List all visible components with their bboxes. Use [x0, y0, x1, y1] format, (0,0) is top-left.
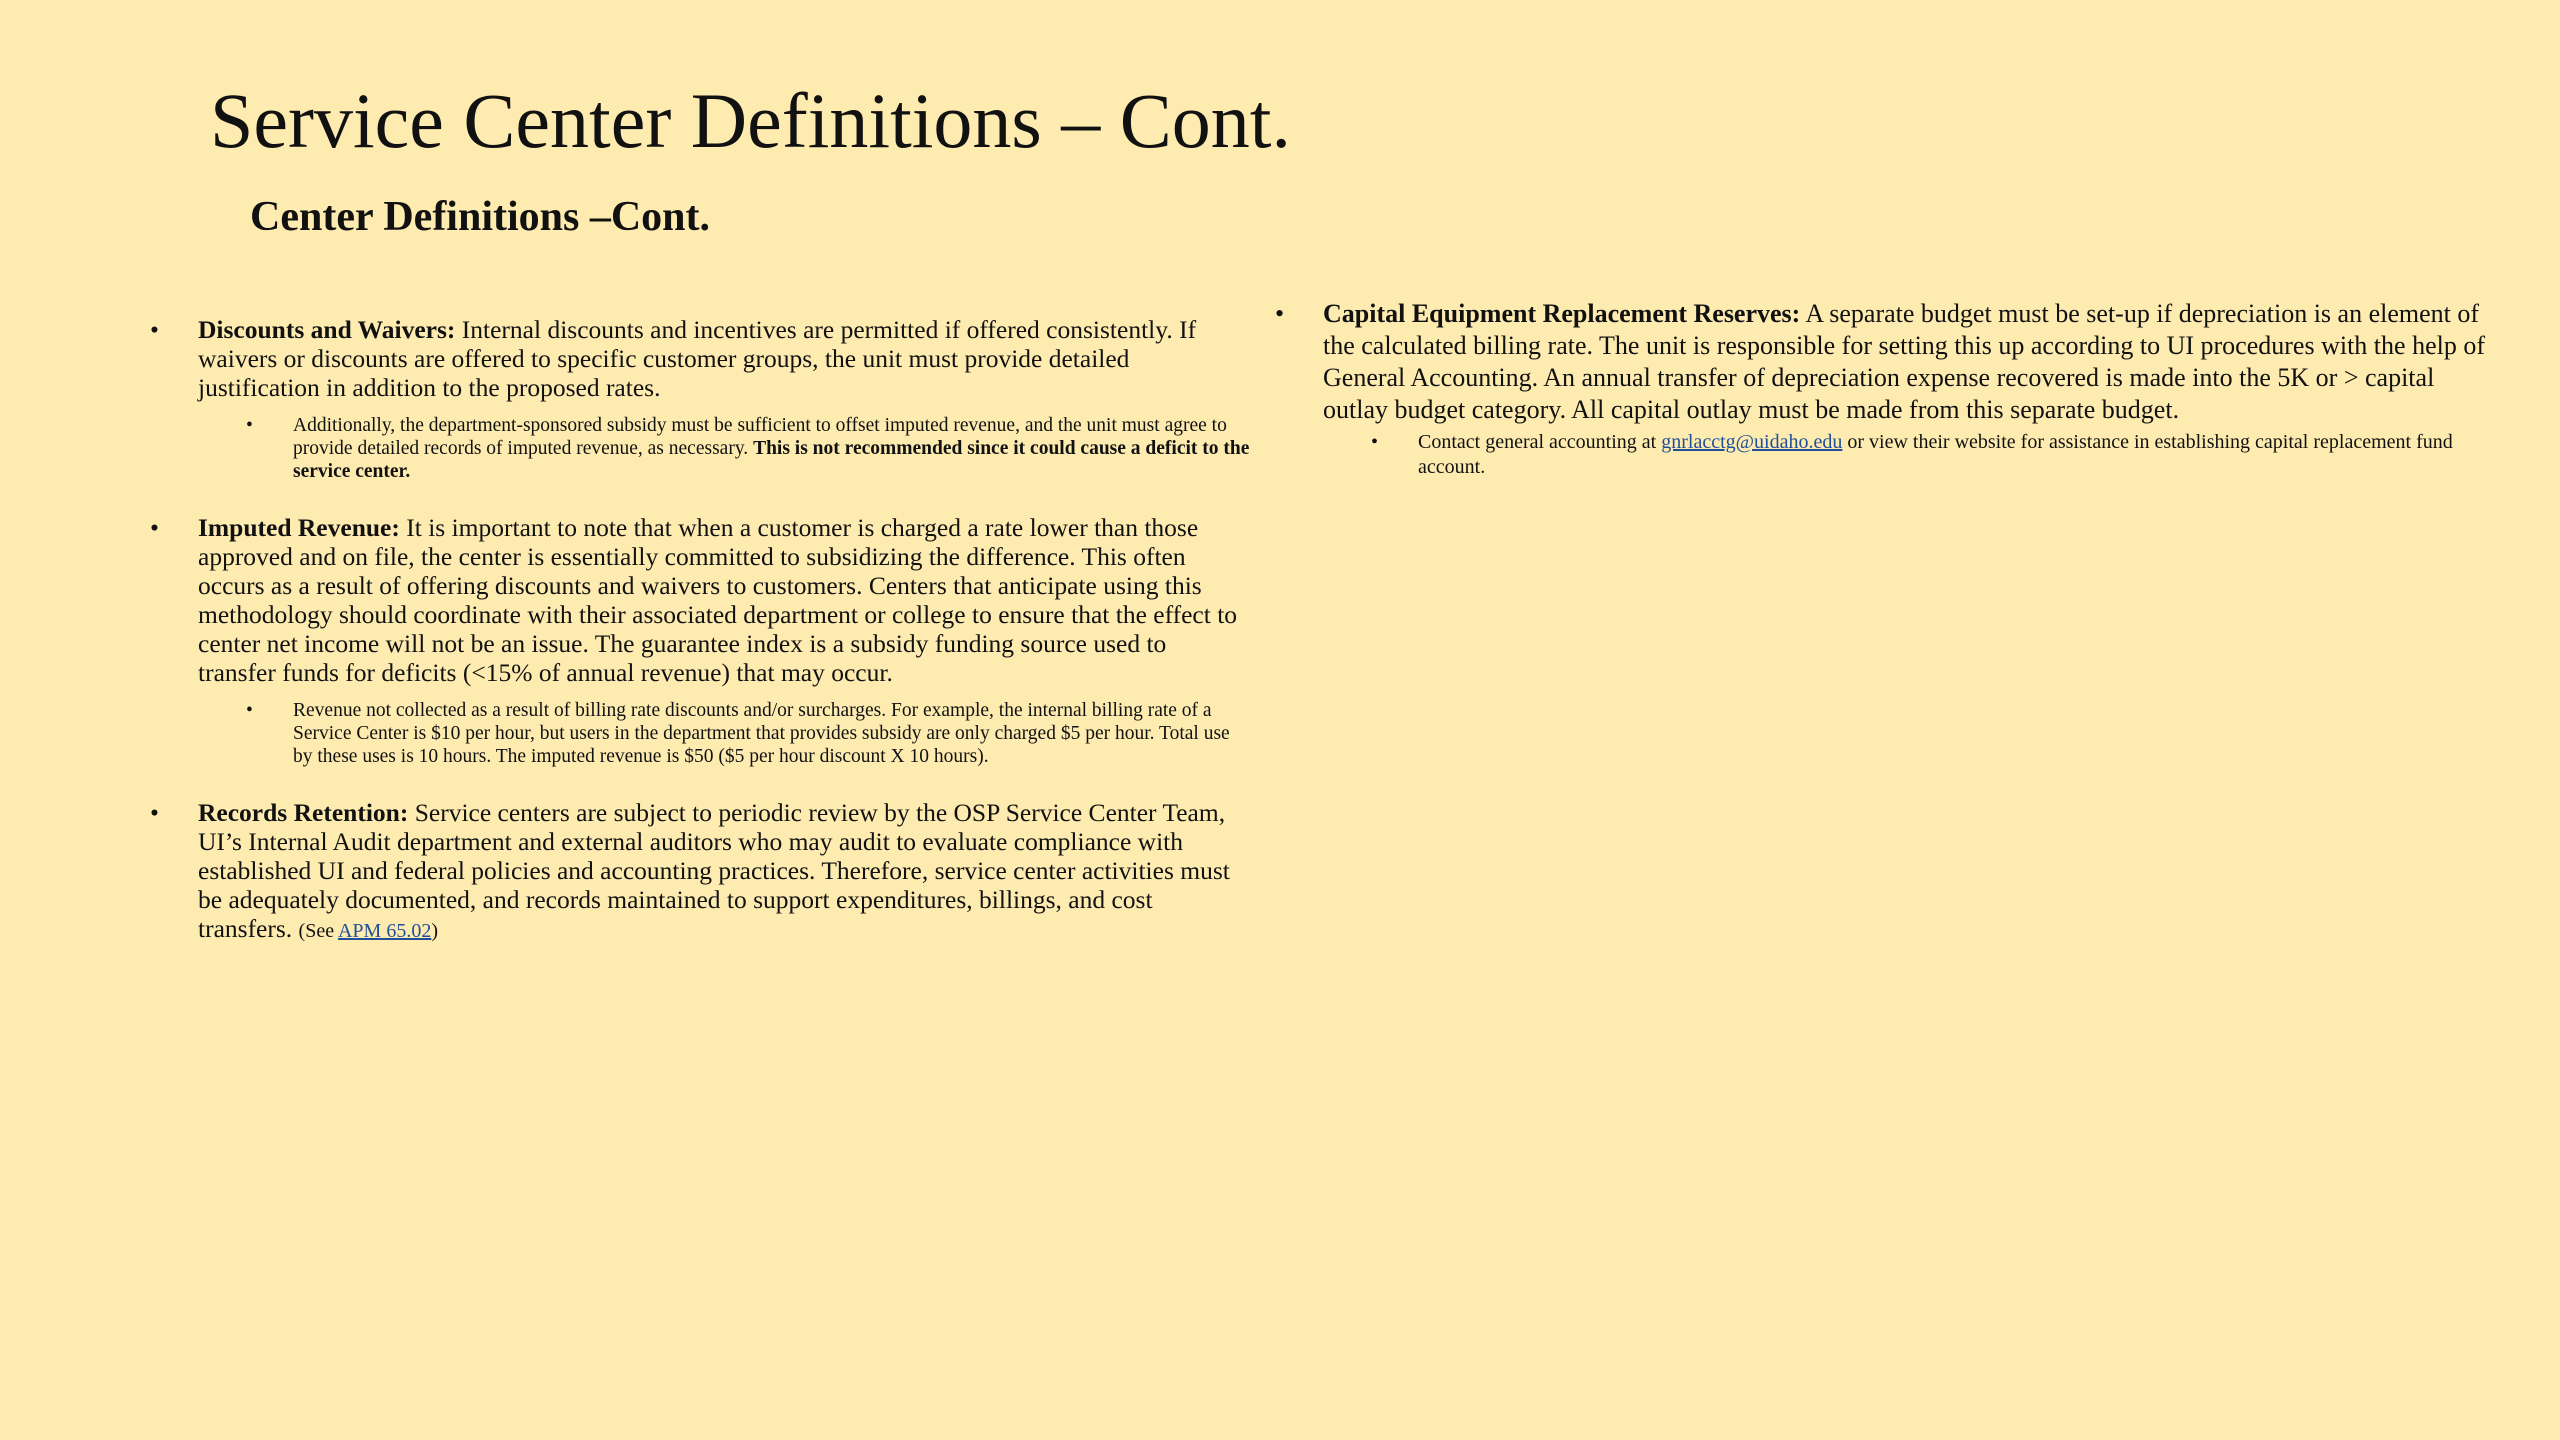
sub-item-suffix: or view their website for assistance in establishing capital replacement fund account.	[1418, 431, 2453, 478]
sub-bullet-dot: •	[246, 700, 253, 721]
item-text: It is important to note that when a customer is charged a rate lower than those approved and on file, the center is essentially committed to subsidizing the difference. This often occurs as a result of offering discounts and waivers to customers. Centers that anticipate using this methodology should coordinate with their associated department or college to ensure that the effect to center net income will not be an issue. The guarantee index is a subsidy funding source used to transfer funds for deficits (<15% of annual revenue) that may occur.	[198, 513, 1238, 687]
bullet-dot: •	[150, 315, 159, 344]
item-heading: Discounts and Waivers:	[198, 315, 456, 344]
bullet-capital-equipment	[1275, 298, 2505, 480]
bullet-discounts-waivers	[150, 315, 1250, 483]
sub-list	[1323, 430, 2505, 480]
bullet-dot: •	[150, 798, 159, 827]
sub-list	[198, 699, 1250, 768]
sub-bullet-dot: •	[246, 415, 253, 436]
item-heading: Imputed Revenue:	[198, 513, 400, 542]
bullet-records-retention	[150, 798, 1250, 946]
slide-subtitle: Center Definitions –Cont.	[250, 194, 711, 240]
sub-item-text: Additionally, the department-sponsored subsidy must be sufficient to offset imputed revenue, and the unit must agree to provide detailed records of imputed revenue, as necessary.	[293, 415, 1227, 459]
bullet-dot: •	[1275, 299, 1285, 328]
see-prefix: (See	[298, 920, 338, 942]
item-heading: Records Retention:	[198, 798, 409, 827]
sub-bullet-dot: •	[1371, 431, 1379, 453]
see-suffix: )	[431, 920, 439, 942]
sub-item-prefix: Contact general accounting at	[1418, 431, 1662, 453]
sub-bullet-contact-accounting	[1323, 430, 2505, 480]
item-heading: Capital Equipment Replacement Reserves:	[1323, 299, 1801, 328]
item-text: Service centers are subject to periodic review by the OSP Service Center Team, UI’s Internal Audit department and external auditors who may audit to evaluate compliance with established UI and federal policies and accounting practices. Therefore, service center activities must be adequately documented, and records maintained to support expenditures, billings, and cost transfers.	[198, 798, 1230, 943]
sub-item-text: Revenue not collected as a result of billing rate discounts and/or surcharges. For example, the internal billing rate of a Service Center is $10 per hour, but users in the department that provides subsidy are only charged $5 per hour. Total use by these uses is 10 hours. The imputed revenue is $50 ($5 per hour discount X 10 hours).	[293, 700, 1230, 767]
item-text: A separate budget must be set-up if depreciation is an element of the calculated billing rate. The unit is responsible for setting this up according to UI procedures with the help of General Accounting. An annual transfer of depreciation expense recovered is made into the 5K or > capital outlay budget category. All capital outlay must be made from this separate budget.	[1323, 299, 2485, 424]
sub-bullet-imputed-example	[198, 699, 1250, 768]
right-column	[1275, 298, 2505, 510]
sub-list	[198, 414, 1250, 483]
bullet-imputed-revenue	[150, 513, 1250, 768]
sub-item-bold-text: This is not recommended since it could cause a deficit to the service center.	[293, 438, 1250, 482]
bullet-dot: •	[150, 513, 159, 542]
left-column	[150, 315, 1250, 976]
slide-title: Service Center Definitions – Cont.	[210, 77, 1291, 164]
apm-link[interactable]: APM 65.02	[337, 920, 432, 942]
sub-bullet-subsidy	[198, 414, 1250, 483]
item-text: Internal discounts and incentives are permitted if offered consistently. If waivers or discounts are offered to specific customer groups, the unit must provide detailed justification in addition to the proposed rates.	[198, 315, 1197, 402]
email-link[interactable]: gnrlacctg@uidaho.edu	[1661, 431, 1843, 453]
